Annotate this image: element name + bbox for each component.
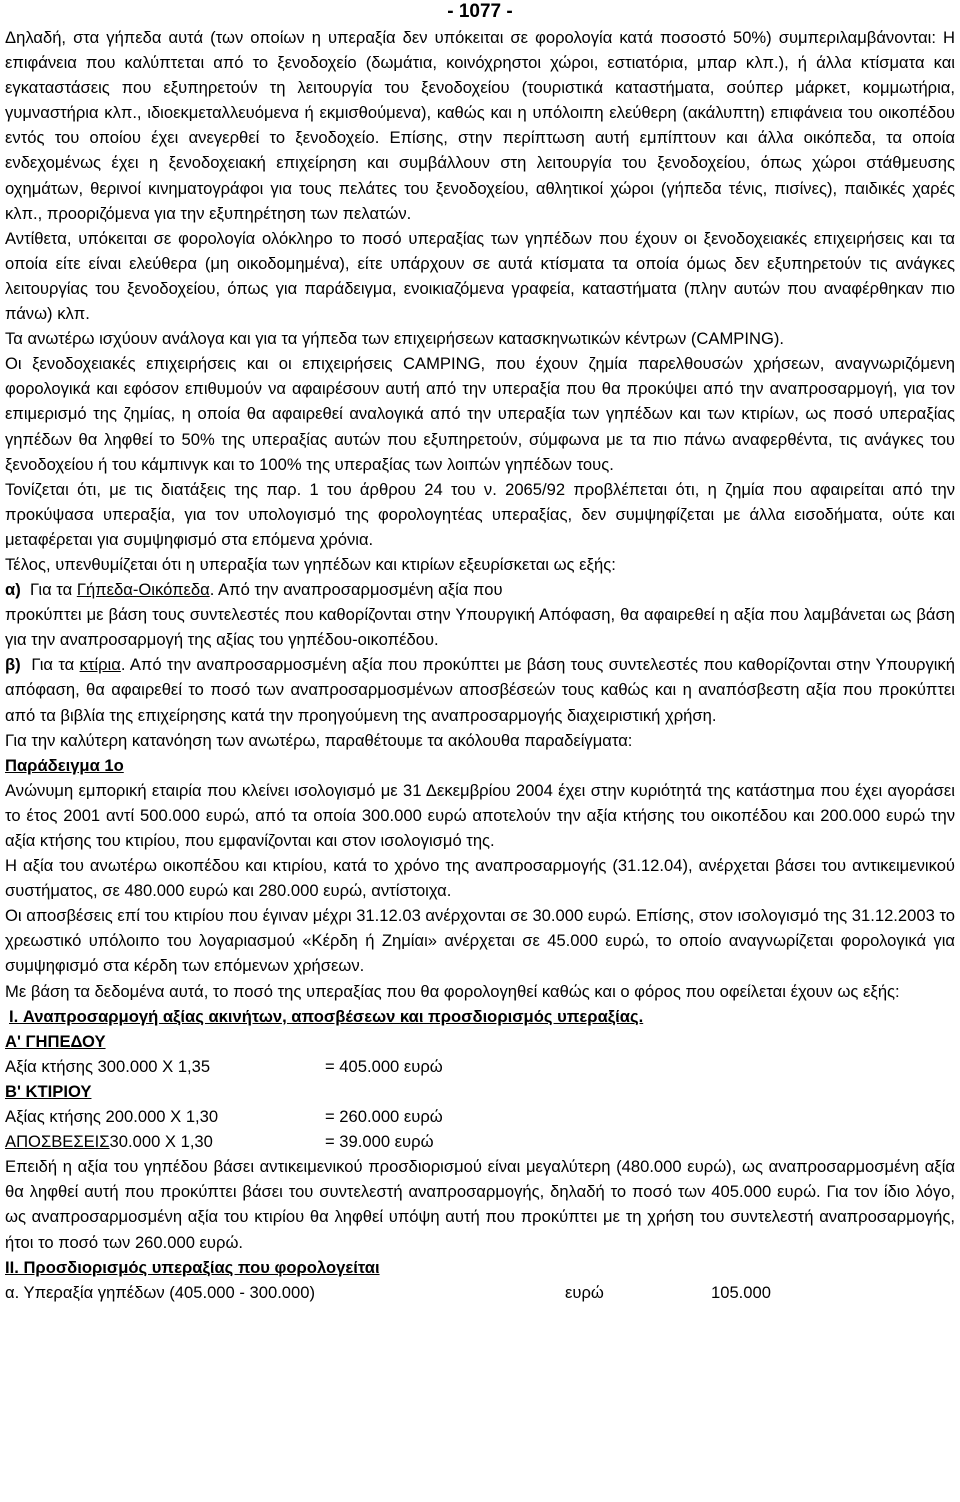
depreciation-label: 30.000 Χ 1,30	[109, 1132, 213, 1152]
surplus-label: α. Υπεραξία γηπέδων (405.000 - 300.000)	[5, 1282, 316, 1302]
building-label: Αξίας κτήσης 200.000 Χ 1,30	[5, 1107, 219, 1127]
item-a-marker: α)	[5, 580, 21, 600]
building-heading: Β' ΚΤΙΡΙΟΥ	[5, 1081, 92, 1101]
item-b-text: . Από την αναπροσαρμοσμένη αξία που προκύπτει με βάση τους συντελεστές που καθορίζονται στην Υπουργική απόφαση, θα αφαιρεθεί το ποσό των αναπροσαρμοσμένων αποσβέσεών τους καθώς και η αναπόσβεστη αξία που προκύπτει από τα βιβλία της επιχείρησης κατά την προηγούμενη της αναπροσαρμογής διαχειριστική χρήση.	[5, 655, 955, 725]
item-b-term: κτίρια	[79, 655, 121, 675]
surplus-line	[5, 1280, 955, 1305]
section-heading-ii: II. Προσδιορισμός υπεραξίας που φορολογείται	[5, 1257, 380, 1277]
paragraph: Δηλαδή, στα γήπεδα αυτά (των οποίων η υπεραξία δεν υπόκειται σε φορολογία κατά ποσοστό 50%) συμπεριλαμβάνονται: Η επιφάνεια που καλύπτεται από το ξενοδοχείο (δωμάτια, κοινόχρηστοι χώροι, εστιατόρια, μπαρ κλπ.), ή άλλα κτίσματα και εγκαταστάσεις που εξυπηρετούν τη λειτουργία του ξενοδοχείου (τουριστικά καταστήματα, σούπερ μάρκετ, κομμωτήρια, γυμναστήρια κλπ., ιδιοεκμεταλλευόμενα ή εκμισθούμενα), καθώς και η υπόλοιπη ελεύθερη (ακάλυπτη) επιφάνεια του οικοπέδου εντός του οποίου έχει ανεγερθεί το ξενοδοχείο. Επίσης, στην περίπτωση αυτή εμπίπτουν και άλλα οικόπεδα, τα οποία ενδεχομένως έχει η ξενοδοχειακή επιχείρηση και συμβάλλουν στη λειτουργία του ξενοδοχείου, όπως χώροι στάθμευσης οχημάτων, θερινοί κινηματογράφοι για τους πελάτες του ξενοδοχείου, αθλητικοί χώροι (γήπεδα τένις, πισίνες), παιδικές χαρές κλπ., προοριζόμενα για την εξυπηρέτηση των πελατών.	[5, 28, 955, 223]
paragraph: Οι ξενοδοχειακές επιχειρήσεις και οι επιχειρήσεις CAMPING, που έχουν ζημία παρελθουσών χρήσεων, αναγνωριζόμενη φορολογικά και εφόσον επιθυμούν να αφαιρέσουν αυτή από την υπεραξία που θα προκύψει από την αναπροσαρμογή, για τον επιμερισμό της ζημίας, η οποία θα αφαιρεθεί αναλογικά από την υπεραξία των γηπέδων και των κτιρίων, ως ποσό υπεραξίας γηπέδων θα ληφθεί το 50% της υπεραξίας αυτών που εξυπηρετούν, σύμφωνα με τα πιο πάνω αναφερθέντα, τις ανάγκες του ξενοδοχείου ή του κάμπινγκ και το 100% της υπεραξίας των λοιπών γηπέδων τους.	[5, 354, 955, 474]
example-paragraph: Η αξία του ανωτέρω οικοπέδου και κτιρίου, κατά το χρόνο της αναπροσαρμογής (31.12.04), ανέρχεται βάσει του αντικειμενικού συστήματος, σε 480.000 ευρώ και 280.000 ευρώ, αντίστοιχα.	[5, 856, 955, 901]
examples-intro: Για την καλύτερη κατανόηση των ανωτέρω, παραθέτουμε τα ακόλουθα παραδείγματα:	[5, 730, 633, 750]
paragraph: Τα ανωτέρω ισχύουν ανάλογα και για τα γήπεδα των επιχειρήσεων κατασκηνωτικών κέντρων (CAMPING).	[5, 329, 784, 349]
depreciation-term: ΑΠΟΣΒΕΣΕΙΣ	[5, 1132, 110, 1152]
paragraph: Τέλος, υπενθυμίζεται ότι η υπεραξία των γηπέδων και κτιρίων εξευρίσκεται ως εξής:	[5, 554, 616, 574]
land-heading: Α' ΓΗΠΕΔΟΥ	[5, 1031, 106, 1051]
item-a-continuation: προκύπτει με βάση τους συντελεστές που καθορίζονται στην Υπουργική Απόφαση, θα αφαιρεθεί η αξία που λαμβάνεται ως βάση για την αναπροσαρμογή της αξίας του γηπέδου-οικοπέδου.	[5, 605, 955, 650]
land-label: Αξία κτήσης 300.000 Χ 1,35	[5, 1056, 211, 1076]
paragraph: Τονίζεται ότι, με τις διατάξεις της παρ. 1 του άρθρου 24 του ν. 2065/92 προβλέπεται ότι, η ζημία που αφαιρείται από την προκύψασα υπεραξία, για τον υπολογισμό της φορολογητέας υπεραξίας, δεν συμψηφίζεται με άλλα εισοδήματα, ούτε και μεταφέρεται για συμψηφισμό στα επόμενα χρόνια.	[5, 479, 955, 549]
item-a-term: Γήπεδα-Οικόπεδα	[76, 580, 210, 600]
page-number: - 1077 -	[447, 1, 513, 22]
closing-paragraph: Επειδή η αξία του γηπέδου βάσει αντικειμενικού προσδιορισμού είναι μεγαλύτερη (480.000 ευρώ), ως αναπροσαρμοσμένη αξία θα ληφθεί αυτή που προκύπτει βάσει του συντελεστή αναπροσαρμογής, δηλαδή το ποσό των 405.000 ευρώ. Για τον ίδιο λόγο, ως αναπροσαρμοσμένη αξία του κτιρίου θα ληφθεί υπόψη αυτή που προκύπτει με τη χρήση του συντελεστή αναπροσαρμογής, ήτοι το ποσό των 260.000 ευρώ.	[5, 1157, 955, 1252]
example-paragraph: Ανώνυμη εμπορική εταιρία που κλείνει ισολογισμό με 31 Δεκεμβρίου 2004 έχει στην κυριότητά της κατάστημα που έχει αγοράσει το έτος 2001 αντί 500.000 ευρώ, από τα οποία 300.000 ευρώ αποτελούν την αξία κτήσης του οικοπέδου και 200.000 ευρώ την αξία κτήσης του κτιρίου, που εμφανίζονται και στον ισολογισμό της.	[5, 780, 955, 850]
item-b	[5, 652, 955, 727]
item-a-text: . Από την αναπροσαρμοσμένη αξία που	[209, 580, 503, 600]
building-result: = 260.000 ευρώ	[325, 1107, 443, 1127]
item-a-lead: Για τα	[29, 580, 77, 600]
document-page	[5, 0, 955, 1305]
surplus-unit: ευρώ	[565, 1282, 604, 1302]
example-heading: Παράδειγμα 1ο	[5, 755, 124, 775]
item-b-marker: β)	[5, 655, 21, 675]
land-result: = 405.000 ευρώ	[325, 1056, 443, 1076]
depreciation-result: = 39.000 ευρώ	[325, 1132, 434, 1152]
land-calculation	[5, 1054, 955, 1079]
item-b-lead: Για τα	[31, 655, 80, 675]
section-heading-i: I. Αναπροσαρμογή αξίας ακινήτων, αποσβέσεων και προσδιορισμός υπεραξίας.	[9, 1006, 644, 1026]
building-calculation	[5, 1104, 955, 1129]
paragraph: Αντίθετα, υπόκειται σε φορολογία ολόκληρο το ποσό υπεραξίας των γηπέδων που έχουν οι ξενοδοχειακές επιχειρήσεις και τα οποία είτε είναι ελεύθερα (μη οικοδομημένα), είτε υπάρχουν σε αυτά κτίσματα τα οποία όμως δεν εξυπηρετούν τις ανάγκες λειτουργίας του ξενοδοχείου, όπως για παράδειγμα, ενοικιαζόμενα γραφεία, καταστήματα (πλην αυτών που αναφέρθηκαν πιο πάνω) κλπ.	[5, 228, 955, 324]
depreciation-calculation	[5, 1129, 955, 1154]
item-a	[5, 577, 955, 602]
surplus-amount: 105.000	[711, 1282, 771, 1302]
example-paragraph: Με βάση τα δεδομένα αυτά, το ποσό της υπεραξίας που θα φορολογηθεί καθώς και ο φόρος που οφείλεται έχουν ως εξής:	[5, 981, 900, 1001]
example-paragraph: Οι αποσβέσεις επί του κτιρίου που έγιναν μέχρι 31.12.03 ανέρχονται σε 30.000 ευρώ. Επίσης, στον ισολογισμό της 31.12.2003 το χρεωστικό υπόλοιπο του λογαριασμού «Κέρδη ή Ζημίαι» ανέρχεται σε 45.000 ευρώ, το οποίο αναγνωρίζεται φορολογικά για συμψηφισμό στα κέρδη των επόμενων χρήσεων.	[5, 906, 955, 976]
